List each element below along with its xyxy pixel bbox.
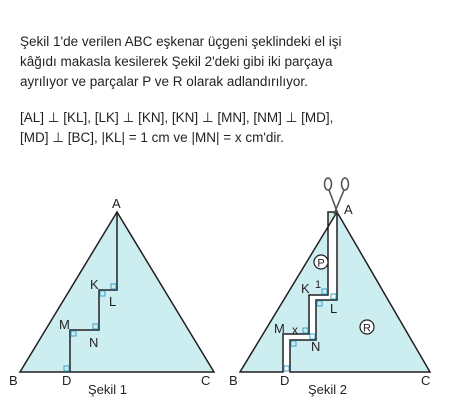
label-a: A — [112, 196, 121, 211]
label-l: L — [330, 301, 338, 316]
label-k: K — [90, 277, 99, 292]
piece-p-label — [314, 255, 328, 270]
label-p: P — [317, 257, 325, 270]
text-line: [AL] ⊥ [KL], [LK] ⊥ [KN], [KN] ⊥ [MN], [NM] ⊥ [MD], — [20, 110, 334, 125]
label-l: L — [109, 294, 117, 309]
caption-figure-1: Şekil 1 — [88, 382, 128, 397]
label-k: K — [301, 281, 310, 296]
text-line: ayrılıyor ve parçalar P ve R olarak adlandırılıyor. — [20, 74, 308, 89]
label-one: 1 — [315, 279, 322, 291]
label-b: B — [9, 373, 18, 388]
label-a: A — [344, 202, 353, 217]
text-line: [MD] ⊥ [BC], |KL| = 1 cm ve |MN| = x cm'dir. — [20, 130, 284, 145]
figure-2 — [229, 178, 430, 397]
figure-1 — [9, 196, 214, 397]
label-r: R — [363, 322, 371, 335]
label-c: C — [421, 373, 431, 388]
label-d: D — [62, 373, 72, 388]
label-n: N — [311, 339, 321, 354]
label-x: x — [292, 323, 298, 337]
label-b: B — [229, 373, 238, 388]
label-n: N — [89, 335, 99, 350]
label-d: D — [280, 373, 290, 388]
text-line: kâğıdı makasla kesilerek Şekil 2'deki gibi iki parçaya — [20, 54, 333, 69]
text-line: Şekil 1'de verilen ABC eşkenar üçgeni şeklindeki el işi — [20, 34, 342, 49]
caption-figure-2: Şekil 2 — [308, 382, 348, 397]
label-m: M — [274, 321, 285, 336]
label-m: M — [59, 317, 70, 332]
label-c: C — [201, 373, 211, 388]
piece-r-label — [360, 320, 374, 335]
